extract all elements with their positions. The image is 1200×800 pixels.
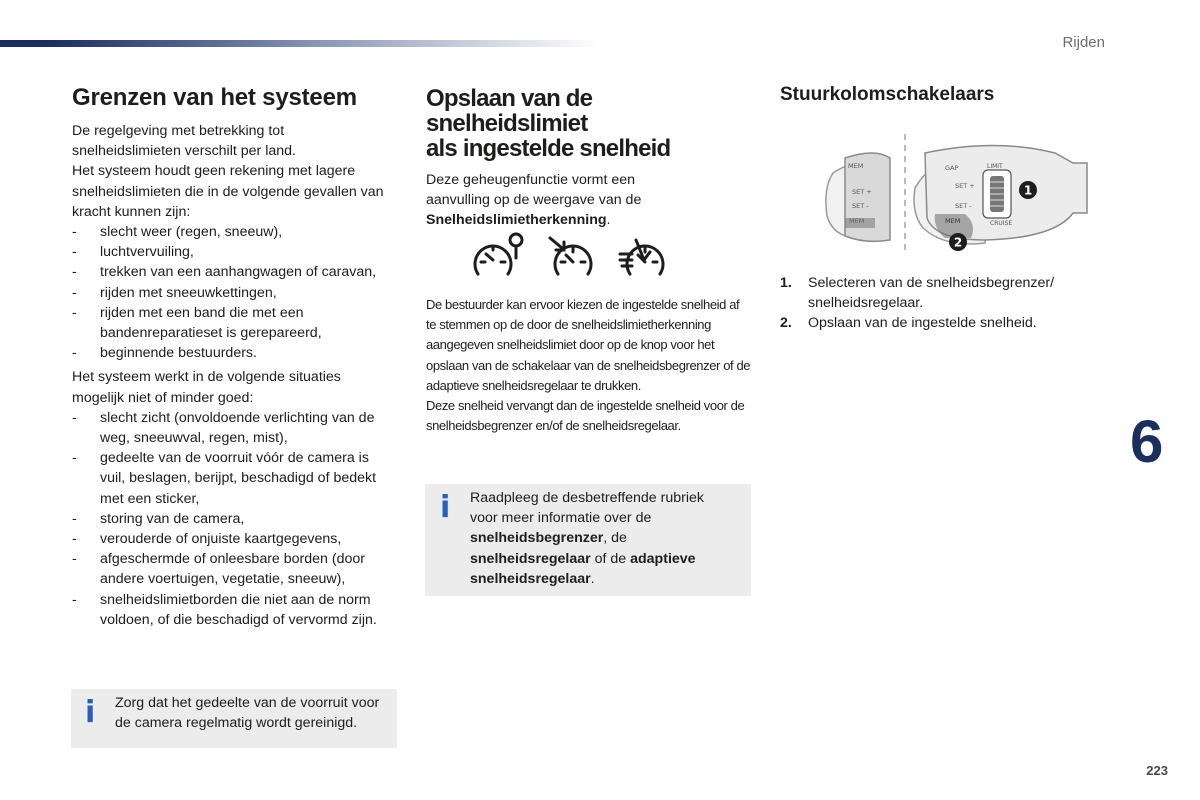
svg-text:GAP: GAP — [945, 164, 959, 172]
column-store-limit — [426, 86, 756, 231]
column-steering-switches — [780, 84, 1100, 106]
svg-text:MEM: MEM — [848, 162, 864, 170]
speed-limiter-icon — [475, 234, 522, 274]
svg-text:LIMIT: LIMIT — [987, 163, 1003, 170]
info-icon: i — [440, 490, 451, 525]
list-reduced-situations — [72, 408, 402, 630]
list-lower-limits — [72, 222, 402, 363]
note-text: Raadpleeg de desbetreffende rubriek voor meer informatie over de snelheidsbegrenzer, de snelheidsregelaar of de adaptieve snelheidsregelaar. — [470, 490, 705, 587]
term-speed-limiter: snelheidsbegrenzer — [470, 530, 604, 547]
list-item: - storing van de camera, — [72, 509, 402, 529]
list-item: 1. Selecteren van de snelheidsbegrenzer/ snelheidsregelaar. — [780, 275, 1055, 312]
list-item: - verouderde of onjuiste kaartgegevens, — [72, 529, 402, 549]
list-item: - gedeelte van de voorruit vóór de camera is vuil, beslagen, berijpt, beschadigd of bedekt met een sticker, — [72, 448, 380, 509]
list-item: - slecht zicht (onvoldoende verlichting van de weg, sneeuwval, regen, mist), — [72, 408, 390, 448]
callout-2 — [949, 233, 967, 251]
svg-text:SET +: SET + — [852, 188, 872, 196]
heading-steering-switches: Stuurkolomschakelaars — [780, 84, 995, 105]
column-store-limit-body — [426, 295, 756, 436]
list-item: - rijden met sneeuwkettingen, — [72, 283, 402, 303]
heading-line-1: Opslaan van de snelheidslimiet — [426, 85, 593, 137]
paragraph-not-considered: Het systeem houdt geen rekening met lagere snelheidslimieten die in de volgende gevallen van kracht kunnen zijn: — [72, 163, 384, 220]
heading-store-limit — [426, 86, 756, 161]
function-icons — [468, 230, 688, 282]
list-item: - snelheidslimietborden die niet aan de norm voldoen, of die beschadigd of vervormd zijn. — [72, 590, 400, 630]
paragraph-replace-speed: Deze snelheid vervangt dan de ingestelde snelheid voor de snelheidsbegrenzer en/of de snelheidsregelaar. — [426, 398, 745, 434]
right-stalk — [914, 146, 1087, 245]
page-number: 223 — [1146, 763, 1168, 778]
list-item: 2. Opslaan van de ingestelde snelheid. — [780, 315, 1037, 332]
list-item: - trekken van een aanhangwagen of caravan, — [72, 262, 402, 282]
chapter-number: 6 — [1130, 408, 1164, 475]
cruise-control-icon — [550, 238, 591, 274]
paragraph-driver-choice: De bestuurder kan ervoor kiezen de ingestelde snelheid af te stemmen op de door de snelheidslimietherkenning aangegeven snelheidslimiet door op de knop voor het opslaan van de schakelaar van de snelheidsbegrenzer of de adaptieve snelheidsregelaar te drukken. — [426, 297, 751, 393]
callout-1 — [1019, 181, 1037, 199]
heading-system-limits: Grenzen van het systeem — [72, 84, 357, 111]
svg-text:CRUISE: CRUISE — [990, 220, 1013, 227]
svg-text:MEM: MEM — [945, 217, 961, 225]
list-item: - slecht weer (regen, sneeuw), — [72, 222, 402, 242]
column-limits — [72, 84, 402, 630]
paragraph-regulations: De regelgeving met betrekking tot snelheidslimieten verschilt per land. — [72, 123, 296, 160]
column-steps — [780, 273, 1090, 334]
left-stalk — [826, 153, 890, 241]
heading-line-2: als ingestelde snelheid — [426, 135, 671, 162]
list-item: - rijden met een band die met een bandenreparatieset is gerepareerd, — [72, 303, 370, 343]
svg-text:SET +: SET + — [955, 182, 975, 190]
svg-text:1: 1 — [1023, 183, 1033, 198]
list-item: - beginnende bestuurders. — [72, 343, 402, 363]
paragraph-memory-function: Deze geheugenfunctie vormt een aanvulling op de weergave van de Snelheidslimietherkenning. — [426, 172, 642, 229]
adaptive-cruise-control-icon — [620, 240, 663, 274]
term-cruise-control: snelheidsregelaar — [470, 550, 591, 567]
header-decorative-bar — [0, 40, 600, 47]
svg-text:SET -: SET - — [955, 202, 972, 210]
steps-list — [780, 273, 1090, 334]
note-box-see-also — [425, 484, 751, 596]
list-item: - luchtvervuiling, — [72, 242, 402, 262]
svg-text:SET -: SET - — [852, 202, 869, 210]
term-adaptive-cruise-control: adaptieve snelheidsregelaar — [470, 550, 696, 587]
paragraph-reduced-function: Het systeem werkt in de volgende situaties mogelijk niet of minder goed: — [72, 369, 341, 406]
steering-column-switch-illustration — [815, 128, 1095, 256]
note-text: Zorg dat het gedeelte van de voorruit voor de camera regelmatig wordt gereinigd. — [115, 695, 380, 732]
list-item: - afgeschermde of onleesbare borden (door andere voertuigen, vegetatie, sneeuw), — [72, 549, 400, 589]
svg-text:2: 2 — [953, 235, 963, 250]
note-box-clean-windscreen — [71, 689, 397, 748]
term-speed-limit-recognition: Snelheidslimietherkenning — [426, 212, 607, 229]
section-title: Rijden — [1062, 34, 1105, 51]
info-icon: i — [85, 695, 96, 730]
